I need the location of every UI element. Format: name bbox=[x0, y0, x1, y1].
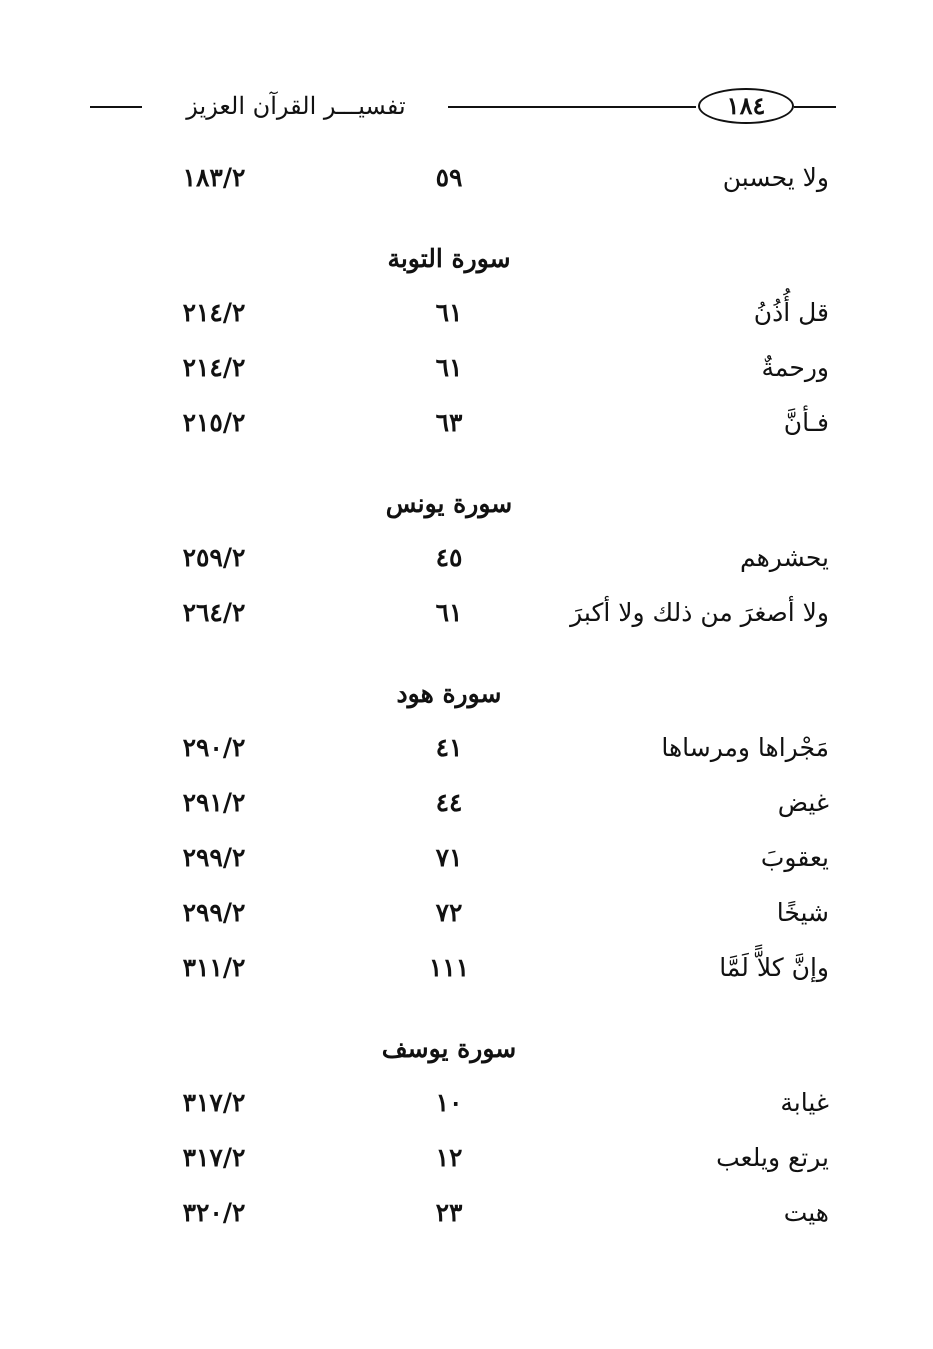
header-rule-middle bbox=[448, 106, 696, 108]
verse-number: ٦١ bbox=[435, 598, 463, 627]
verse-number: ٧٢ bbox=[435, 898, 463, 927]
index-word: غيابة bbox=[780, 1088, 829, 1117]
index-row bbox=[89, 340, 829, 395]
page-reference: ٣١٧/٢ bbox=[182, 1143, 246, 1172]
index-row bbox=[89, 1075, 829, 1130]
index-word: وإنَّ كلاًّ لَمَّا bbox=[719, 953, 829, 982]
page-reference: ٣١١/٢ bbox=[182, 953, 246, 982]
book-title: تفسيـــر القرآن العزيز bbox=[186, 92, 406, 120]
index-row bbox=[89, 150, 829, 205]
index-row bbox=[89, 285, 829, 340]
page-reference: ٢١٥/٢ bbox=[182, 408, 246, 437]
page-number: ١٨٤ bbox=[698, 88, 794, 124]
index-word: فـأنَّ bbox=[783, 408, 829, 437]
page-reference: ٣١٧/٢ bbox=[182, 1088, 246, 1117]
verse-number: ١١١ bbox=[428, 953, 470, 982]
verse-number: ٥٩ bbox=[435, 163, 463, 192]
verse-number: ٧١ bbox=[435, 843, 463, 872]
page-header bbox=[90, 82, 836, 130]
index-row bbox=[89, 720, 829, 775]
index-word: مَجْراها ومرساها bbox=[661, 733, 829, 762]
verse-number: ٤٥ bbox=[435, 543, 463, 572]
page-reference: ٣٢٠/٢ bbox=[182, 1198, 246, 1227]
page-reference: ٢٩٩/٢ bbox=[182, 843, 246, 872]
header-rule-right bbox=[794, 106, 836, 108]
surah-name: سورة يوسف bbox=[381, 1034, 517, 1063]
index-word: ولا يحسبن bbox=[722, 163, 829, 192]
index-word: قل أُذُنُ bbox=[753, 298, 829, 327]
verse-number: ٤١ bbox=[435, 733, 463, 762]
index-row bbox=[89, 885, 829, 940]
page-reference: ٢٩١/٢ bbox=[182, 788, 246, 817]
index-row bbox=[89, 395, 829, 450]
verse-number: ٢٣ bbox=[435, 1198, 463, 1227]
verse-number: ٦١ bbox=[435, 353, 463, 382]
verse-number: ١٠ bbox=[435, 1088, 463, 1117]
index-row bbox=[89, 1130, 829, 1185]
index-row bbox=[89, 585, 829, 640]
surah-heading bbox=[89, 995, 829, 1075]
page-reference: ١٨٣/٢ bbox=[182, 163, 246, 192]
surah-heading bbox=[89, 640, 829, 720]
page-reference: ٢١٤/٢ bbox=[182, 353, 246, 382]
index-row bbox=[89, 830, 829, 885]
surah-name: سورة التوبة bbox=[387, 244, 511, 273]
page-reference: ٢٩٠/٢ bbox=[182, 733, 246, 762]
surah-heading bbox=[89, 450, 829, 530]
index-word: يحشرهم bbox=[739, 543, 829, 572]
index-row bbox=[89, 940, 829, 995]
index-word: شيخًا bbox=[776, 898, 829, 927]
index-row bbox=[89, 775, 829, 830]
page-reference: ٢٦٤/٢ bbox=[182, 598, 246, 627]
surah-heading bbox=[89, 205, 829, 285]
verse-number: ٦٣ bbox=[435, 408, 463, 437]
page-reference: ٢٩٩/٢ bbox=[182, 898, 246, 927]
verse-number: ١٢ bbox=[435, 1143, 463, 1172]
index-row bbox=[89, 530, 829, 585]
index-word: يعقوبَ bbox=[760, 843, 829, 872]
index-word: هيت bbox=[783, 1198, 829, 1227]
page-reference: ٢٥٩/٢ bbox=[182, 543, 246, 572]
verse-number: ٦١ bbox=[435, 298, 463, 327]
index-word: غيض bbox=[777, 788, 829, 817]
index-word: ورحمةٌ bbox=[761, 353, 829, 382]
index-row bbox=[89, 1185, 829, 1240]
surah-name: سورة يونس bbox=[385, 489, 513, 518]
verse-number: ٤٤ bbox=[435, 788, 463, 817]
surah-name: سورة هود bbox=[396, 679, 502, 708]
index-list bbox=[89, 150, 829, 1240]
index-word: ولا أصغرَ من ذلك ولا أكبرَ bbox=[570, 598, 829, 627]
page-reference: ٢١٤/٢ bbox=[182, 298, 246, 327]
header-rule-left bbox=[90, 106, 142, 108]
index-word: يرتع ويلعب bbox=[716, 1143, 829, 1172]
